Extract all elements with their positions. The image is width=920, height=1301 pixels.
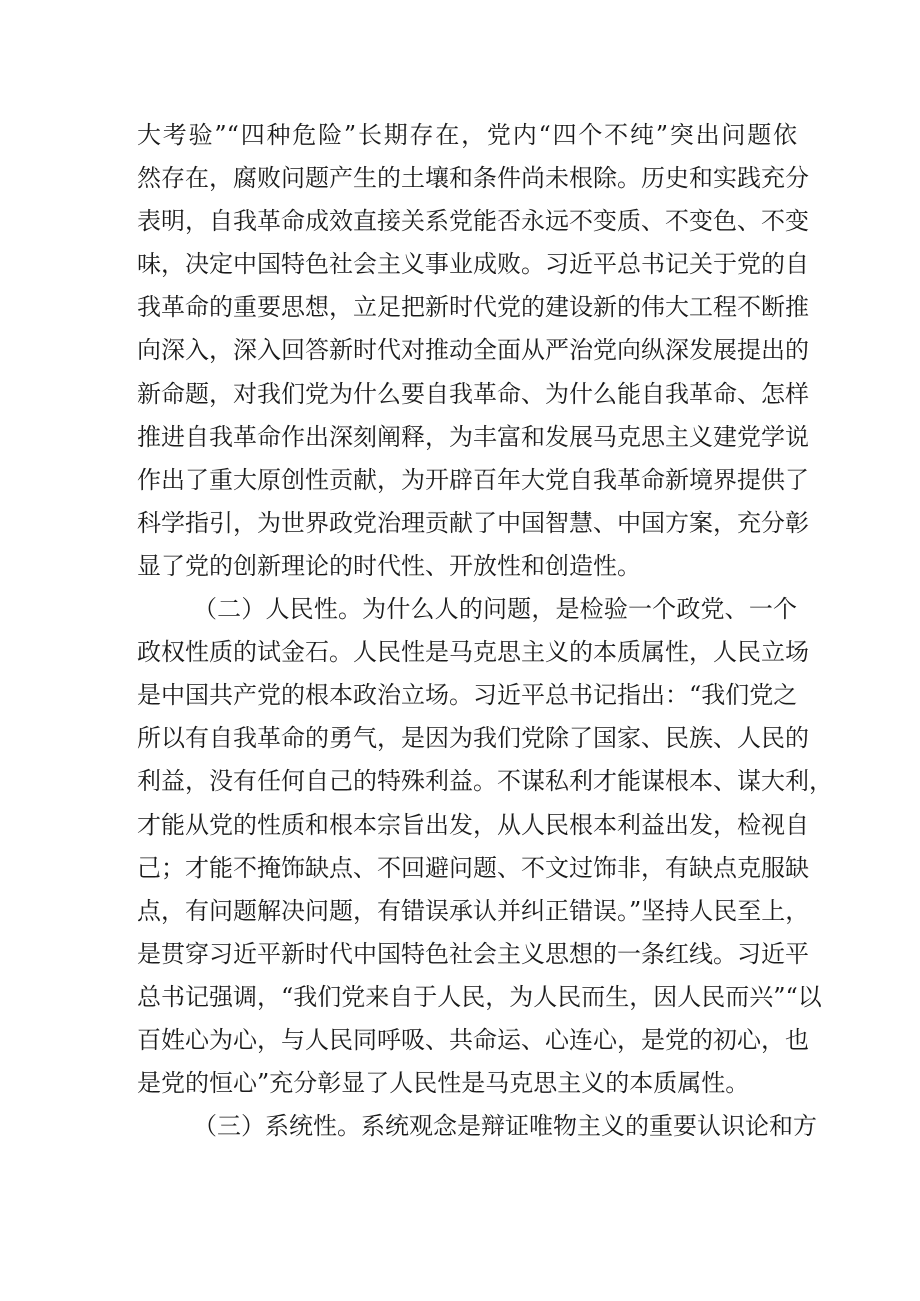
- body-text: [137, 114, 833, 1148]
- text-line: 味，决定中国特色社会主义事业成败。习近平总书记关于党的自: [137, 250, 809, 279]
- text-line: 是中国共产党的根本政治立场。习近平总书记指出：“我们党之: [137, 681, 798, 710]
- text-line: 表明，自我革命成效直接关系党能否永远不变质、不变色、不变: [137, 207, 809, 236]
- text-line: 向深入，深入回答新时代对推动全面从严治党向纵深发展提出的: [137, 336, 809, 365]
- text-line: （三）系统性。系统观念是辩证唯物主义的重要认识论和方: [193, 1112, 817, 1141]
- text-line: 利益，没有任何自己的特殊利益。不谋私利才能谋根本、谋大利，: [137, 767, 833, 796]
- text-line: 推进自我革命作出深刻阐释，为丰富和发展马克思主义建党学说: [137, 422, 809, 451]
- text-line: 政权性质的试金石。人民性是马克思主义的本质属性，人民立场: [137, 638, 809, 667]
- text-line: 显了党的创新理论的时代性、开放性和创造性。: [137, 551, 641, 580]
- text-line: （二）人民性。为什么人的问题，是检验一个政党、一个: [193, 595, 797, 624]
- text-line: 我革命的重要思想，立足把新时代党的建设新的伟大工程不断推: [137, 293, 809, 322]
- text-line: 是贯穿习近平新时代中国特色社会主义思想的一条红线。习近平: [137, 939, 809, 968]
- paragraph: [137, 588, 833, 1105]
- text-line: 百姓心为心，与人民同呼吸、共命运、心连心，是党的初心，也: [137, 1025, 809, 1054]
- text-line: 才能从党的性质和根本宗旨出发，从人民根本利益出发，检视自: [137, 810, 809, 839]
- text-line: 点，有问题解决问题，有错误承认并纠正错误。”坚持人民至上，: [137, 896, 810, 925]
- text-line: 己；才能不掩饰缺点、不回避问题、不文过饰非，有缺点克服缺: [137, 853, 809, 882]
- text-line: 总书记强调，“我们党来自于人民，为人民而生，因人民而兴”“以: [137, 982, 822, 1011]
- text-line: 新命题，对我们党为什么要自我革命、为什么能自我革命、怎样: [137, 379, 809, 408]
- text-line: 科学指引，为世界政党治理贡献了中国智慧、中国方案，充分彰: [137, 508, 809, 537]
- text-line: 大考验”“四种危险”长期存在，党内“四个不纯”突出问题依: [137, 121, 797, 149]
- paragraph: [137, 1105, 817, 1148]
- text-line: 作出了重大原创性贡献，为开辟百年大党自我革命新境界提供了: [137, 465, 809, 494]
- paragraph: [137, 114, 809, 588]
- text-line: 所以有自我革命的勇气，是因为我们党除了国家、民族、人民的: [137, 724, 809, 753]
- text-line: 然存在，腐败问题产生的土壤和条件尚未根除。历史和实践充分: [137, 164, 809, 193]
- text-line: 是党的恒心”充分彰显了人民性是马克思主义的本质属性。: [137, 1069, 750, 1098]
